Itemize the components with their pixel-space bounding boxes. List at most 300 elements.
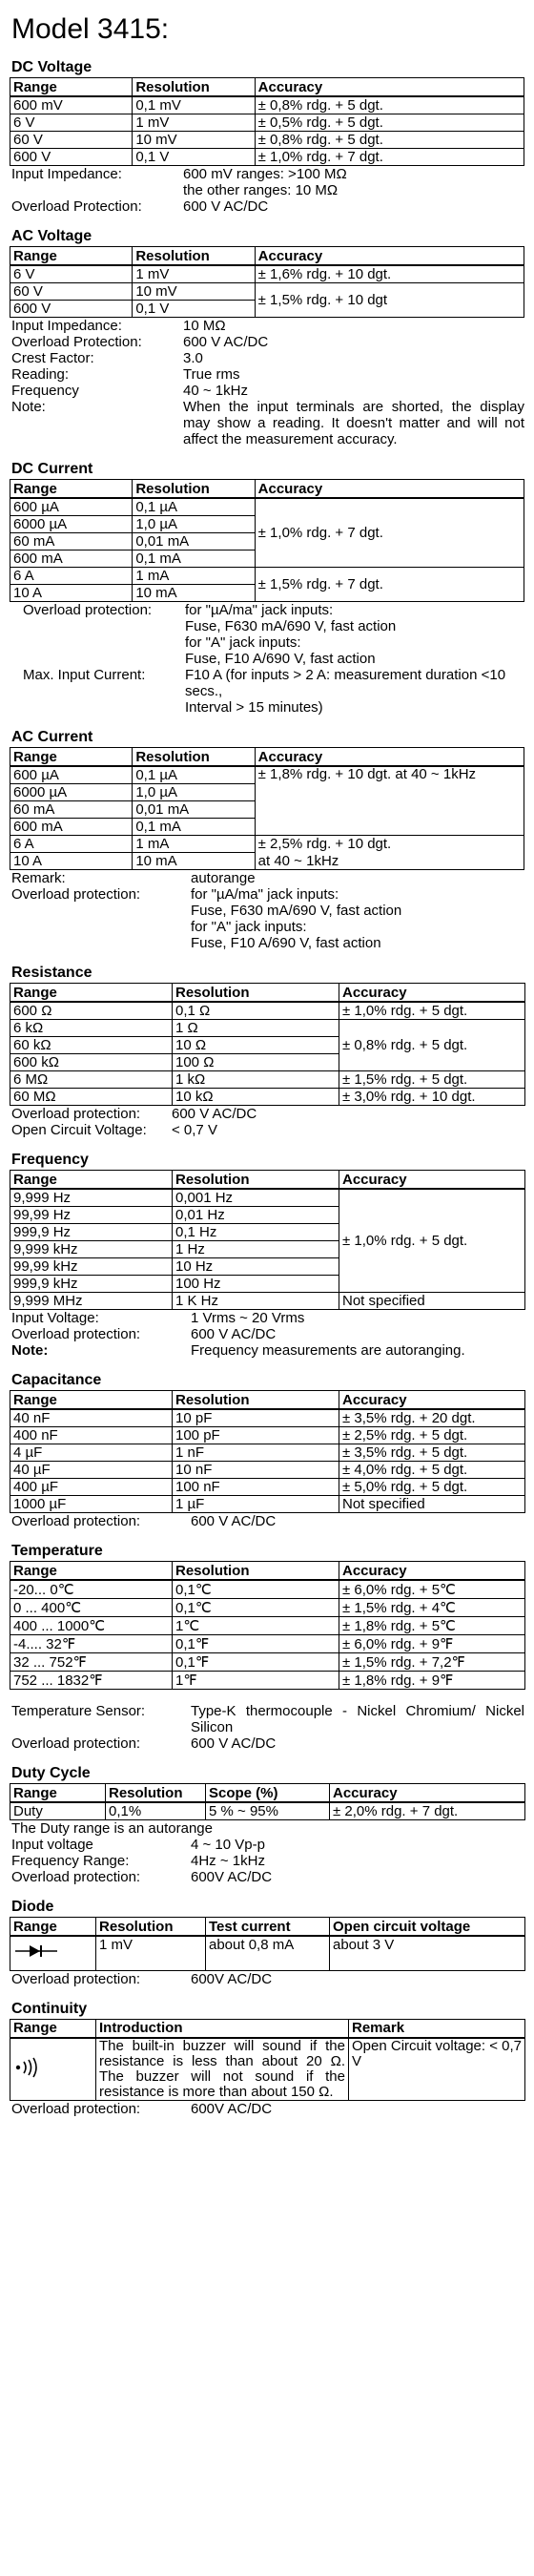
table-row [10, 1617, 525, 1635]
duty-cycle-section [10, 1765, 524, 1885]
cell: 99,99 Hz [10, 1207, 173, 1224]
col-header: Range [10, 1562, 173, 1581]
cell [10, 1936, 96, 1970]
cell: ± 3,5% rdg. + 20 dgt. [339, 1409, 525, 1427]
cell: 0,1% [106, 1802, 206, 1820]
cell: 10 mA [133, 853, 255, 870]
cell: ± 3,0% rdg. + 10 dgt. [339, 1089, 525, 1106]
cell: 1℉ [173, 1672, 339, 1690]
note-row [11, 383, 524, 399]
cell: 10 mV [133, 283, 255, 301]
continuity-table [10, 2019, 525, 2101]
note-value: 40 ~ 1kHz [183, 383, 248, 399]
page-title: Model 3415: [11, 13, 170, 45]
note-row [23, 634, 524, 651]
cell: 600 mA [10, 551, 133, 568]
cell: 6000 µA [10, 784, 133, 801]
section-title: Resistance [11, 965, 92, 981]
col-header: Resolution [96, 1918, 206, 1937]
note-label: Input voltage [11, 1837, 93, 1853]
cell: 600 V [10, 149, 133, 166]
table-row [10, 1936, 525, 1970]
col-header: Accuracy [339, 1562, 525, 1581]
note-value: 600V AC/DC [191, 2100, 273, 2117]
table-row [10, 1635, 525, 1653]
note-row [23, 651, 524, 667]
note-row [23, 602, 524, 618]
section-title: Capacitance [11, 1372, 102, 1388]
cell: 1 K Hz [173, 1293, 339, 1310]
cell: 0,1℉ [173, 1635, 339, 1653]
note-value: 600 V AC/DC [183, 198, 269, 215]
table-row [10, 132, 524, 149]
note-value: autorange [191, 870, 256, 886]
note-row [11, 886, 524, 903]
table-row [10, 568, 524, 585]
frequency-table [10, 1170, 525, 1310]
ac-voltage-section [10, 228, 524, 447]
note-label: Frequency [11, 383, 79, 399]
table-row [10, 1189, 525, 1207]
cell: 1 mV [133, 265, 255, 283]
col-header: Range [10, 480, 133, 499]
note-value: Fuse, F630 mA/690 V, fast action [191, 903, 402, 919]
cell: 0,1 V [133, 301, 255, 318]
note-value: for "A" jack inputs: [191, 919, 307, 935]
col-header: Accuracy [330, 1784, 525, 1803]
note-label: Overload protection: [11, 1513, 141, 1529]
temperature-table [10, 1561, 525, 1690]
note-value: Fuse, F10 A/690 V, fast action [185, 651, 376, 667]
cell: ± 1,0% rdg. + 5 dgt. [339, 1002, 525, 1020]
cell: ± 6,0% rdg. + 5℃ [339, 1580, 525, 1599]
table-row [10, 1580, 525, 1599]
note-row [11, 1342, 524, 1359]
table-row [10, 1089, 525, 1106]
cell: -4.... 32℉ [10, 1635, 173, 1653]
table-row [10, 1672, 525, 1690]
cell: 60 mA [10, 533, 133, 551]
cell: 600 mV [10, 96, 133, 114]
table-row [10, 1444, 525, 1462]
note-value: Fuse, F10 A/690 V, fast action [191, 935, 381, 951]
cell: 10 Hz [173, 1258, 339, 1276]
note-label: Overload protection: [11, 1869, 141, 1885]
note-label: The Duty range is an autorange [11, 1820, 213, 1837]
dc-voltage-table [10, 77, 524, 166]
note-label: Open Circuit Voltage: [11, 1122, 147, 1138]
cell: Open Circuit voltage: < 0,7 V [349, 2038, 525, 2101]
cell: 1 mV [96, 1936, 206, 1970]
cell: 752 ... 1832℉ [10, 1672, 173, 1690]
note-label: Overload protection: [11, 1106, 141, 1122]
buzzer-icon [13, 2057, 48, 2082]
cell: ± 5,0% rdg. + 5 dgt. [339, 1479, 525, 1496]
note-row [23, 699, 524, 716]
section-title: AC Current [11, 729, 93, 745]
cell: 60 V [10, 132, 133, 149]
note-row [11, 1869, 524, 1885]
frequency-section [10, 1152, 524, 1359]
ac-current-section [10, 729, 524, 951]
col-header: Range [10, 984, 173, 1003]
cell: 99,99 kHz [10, 1258, 173, 1276]
cell: 40 µF [10, 1462, 173, 1479]
note-row [11, 1971, 524, 1987]
cell: ± 1,5% rdg. + 4℃ [339, 1599, 525, 1617]
section-title: DC Voltage [11, 59, 92, 75]
note-value: < 0,7 V [172, 1122, 217, 1138]
cell: 999,9 kHz [10, 1276, 173, 1293]
col-header: Resolution [133, 748, 255, 767]
cell: ± 3,5% rdg. + 5 dgt. [339, 1444, 525, 1462]
cell: ± 2,5% rdg. + 5 dgt. [339, 1427, 525, 1444]
cell: 600 kΩ [10, 1054, 173, 1071]
table-row [10, 114, 524, 132]
table-row [10, 836, 524, 853]
cell: ± 1,5% rdg. + 10 dgt [255, 283, 524, 318]
note-value: for "µA/ma" jack inputs: [191, 886, 339, 903]
table-row [10, 1462, 525, 1479]
cell: ± 0,5% rdg. + 5 dgt. [255, 114, 524, 132]
cell: 6 kΩ [10, 1020, 173, 1037]
table-row [10, 1653, 525, 1672]
resistance-section [10, 965, 524, 1138]
cell: ± 0,8% rdg. + 5 dgt. [255, 96, 524, 114]
cell: ± 2,0% rdg. + 7 dgt. [330, 1802, 525, 1820]
note-row [11, 318, 524, 334]
section-notes [11, 1971, 524, 1987]
note-row [11, 366, 524, 383]
col-header: Range [10, 1918, 96, 1937]
cell: Duty [10, 1802, 106, 1820]
note-label [23, 618, 185, 634]
cell: 0,1 mA [133, 819, 255, 836]
cell: 0,001 Hz [173, 1189, 339, 1207]
col-header: Resolution [133, 247, 255, 266]
temperature-section [10, 1543, 524, 1752]
cell: 999,9 Hz [10, 1224, 173, 1241]
note-value: 1 Vrms ~ 20 Vrms [191, 1310, 305, 1326]
dc-voltage-section [10, 59, 524, 215]
cell: 100 Ω [173, 1054, 339, 1071]
cell: ± 0,8% rdg. + 5 dgt. [339, 1020, 525, 1071]
note-row [11, 919, 524, 935]
cell: 60 MΩ [10, 1089, 173, 1106]
cell: 6 A [10, 836, 133, 853]
section-notes [11, 1106, 524, 1138]
cell: ± 1,0% rdg. + 5 dgt. [339, 1189, 525, 1293]
note-row [11, 903, 524, 919]
col-header: Remark [349, 2019, 525, 2038]
cell: 1,0 µA [133, 784, 255, 801]
note-label: Frequency Range: [11, 1853, 130, 1869]
note-value: Type-K thermocouple - Nickel Chromium/ Nickel Silicon [191, 1703, 524, 1735]
cell: 600 V [10, 301, 133, 318]
note-row [11, 2101, 524, 2117]
note-value: 600 V AC/DC [191, 1735, 277, 1752]
cell: 0,01 mA [133, 533, 255, 551]
cell: 5 % ~ 95% [206, 1802, 330, 1820]
table-row [10, 283, 524, 301]
cell: 0,1℃ [173, 1580, 339, 1599]
cell: 1℃ [173, 1617, 339, 1635]
note-value: Fuse, F630 mA/690 V, fast action [185, 618, 397, 634]
cell: 6000 µA [10, 516, 133, 533]
note-value: 600V AC/DC [191, 1869, 273, 1885]
cell: 0 ... 400℃ [10, 1599, 173, 1617]
note-value: 600 V AC/DC [191, 1513, 277, 1529]
col-header: Accuracy [255, 748, 524, 767]
note-row [23, 667, 524, 699]
cell: ± 2,5% rdg. + 10 dgt. [255, 836, 524, 853]
note-label: Overload protection: [11, 1970, 141, 1987]
cell: ± 6,0% rdg. + 9℉ [339, 1635, 525, 1653]
note-value: 600 V AC/DC [172, 1106, 257, 1122]
col-header: Accuracy [339, 984, 525, 1003]
ac-current-table [10, 747, 524, 870]
cell: 100 nF [173, 1479, 339, 1496]
col-header: Accuracy [339, 1391, 525, 1410]
section-notes [11, 318, 524, 447]
col-header: Range [10, 2019, 96, 2038]
table-row [10, 1802, 525, 1820]
dc-current-section [10, 461, 524, 716]
note-value: for "µA/ma" jack inputs: [185, 602, 334, 618]
cell: 60 kΩ [10, 1037, 173, 1054]
col-header: Range [10, 1171, 173, 1190]
cell: 400 ... 1000℃ [10, 1617, 173, 1635]
cell: 0,01 Hz [173, 1207, 339, 1224]
table-row [10, 96, 524, 114]
col-header: Resolution [173, 984, 339, 1003]
cell: about 0,8 mA [206, 1936, 330, 1970]
note-value: 3.0 [183, 350, 203, 366]
cell: ± 1,5% rdg. + 7,2℉ [339, 1653, 525, 1672]
cell: 10 kΩ [173, 1089, 339, 1106]
cell: 10 Ω [173, 1037, 339, 1054]
table-row [10, 1599, 525, 1617]
cell: The built-in buzzer will sound if the resistance is less than about 20 Ω. The buzzer will not sound if the resistance is more than about 150 Ω. [96, 2038, 349, 2101]
note-value: 600 V AC/DC [191, 1326, 277, 1342]
cell: 32 ... 752℉ [10, 1653, 173, 1672]
section-notes [11, 870, 524, 951]
cell: 0,1 mV [133, 96, 255, 114]
cell: ± 1,8% rdg. + 9℉ [339, 1672, 525, 1690]
note-value: 600 V AC/DC [183, 334, 269, 350]
cell: 60 V [10, 283, 133, 301]
note-label: Overload protection: [11, 1735, 141, 1752]
cell: 0,1 Ω [173, 1002, 339, 1020]
col-header: Range [10, 748, 133, 767]
cell: 6 A [10, 568, 133, 585]
cell: 10 A [10, 853, 133, 870]
note-label [23, 634, 185, 651]
note-row [23, 618, 524, 634]
cell: 0,1℉ [173, 1653, 339, 1672]
note-label: Overload Protection: [11, 198, 142, 215]
cell: 0,1℃ [173, 1599, 339, 1617]
section-notes [23, 602, 524, 716]
note-row [11, 1122, 524, 1138]
section-title: Temperature [11, 1543, 103, 1559]
cell: ± 1,0% rdg. + 7 dgt. [255, 498, 524, 568]
cell: -20... 0℃ [10, 1580, 173, 1599]
note-value: True rms [183, 366, 240, 383]
continuity-section [10, 2001, 524, 2117]
cell: 600 µA [10, 498, 133, 516]
section-notes [11, 1513, 524, 1529]
cell: 600 mA [10, 819, 133, 836]
note-label: Note: [11, 1342, 49, 1359]
cell: 0,1 µA [133, 498, 255, 516]
section-notes [11, 1820, 524, 1885]
table-row [10, 2038, 525, 2101]
cell: 0,1 Hz [173, 1224, 339, 1241]
cell: ± 1,8% rdg. + 5℃ [339, 1617, 525, 1635]
table-row [10, 1293, 525, 1310]
cell: ± 4,0% rdg. + 5 dgt. [339, 1462, 525, 1479]
col-header: Range [10, 247, 133, 266]
cell: 6 V [10, 265, 133, 283]
cell: 0,01 mA [133, 801, 255, 819]
cell: ± 0,8% rdg. + 5 dgt. [255, 132, 524, 149]
section-title: Duty Cycle [11, 1765, 91, 1781]
cell [10, 2038, 96, 2101]
cell: 1 kΩ [173, 1071, 339, 1089]
note-value: 4Hz ~ 1kHz [191, 1853, 265, 1869]
duty-cycle-table [10, 1783, 525, 1820]
col-header: Accuracy [339, 1171, 525, 1190]
section-notes [11, 1703, 524, 1752]
cell: ± 1,0% rdg. + 7 dgt. [255, 149, 524, 166]
note-label: Max. Input Current: [23, 667, 146, 683]
cell: 600 µA [10, 766, 133, 784]
note-value: 600V AC/DC [191, 1970, 273, 1987]
cell: 1,0 µA [133, 516, 255, 533]
note-label: Overload protection: [23, 602, 153, 618]
cell: ± 1,6% rdg. + 10 dgt. [255, 265, 524, 283]
table-row [10, 149, 524, 166]
cell: 6 MΩ [10, 1071, 173, 1089]
cell: at 40 ~ 1kHz [255, 853, 524, 870]
note-value: the other ranges: 10 MΩ [183, 182, 339, 198]
diode-table [10, 1917, 525, 1971]
section-title: Diode [11, 1899, 54, 1915]
col-header: Accuracy [255, 78, 524, 97]
note-label: Overload protection: [11, 886, 141, 903]
col-header: Range [10, 78, 133, 97]
section-title: Frequency [11, 1152, 89, 1168]
cell: 0,1 µA [133, 766, 255, 784]
cell: 60 mA [10, 801, 133, 819]
note-label: Note: [11, 399, 46, 415]
cell: 100 pF [173, 1427, 339, 1444]
note-row [11, 1837, 524, 1853]
note-value: for "A" jack inputs: [185, 634, 301, 651]
note-label [11, 935, 191, 951]
col-header: Resolution [133, 78, 255, 97]
diode-icon [13, 1943, 59, 1963]
col-header: Accuracy [255, 480, 524, 499]
note-label [23, 699, 185, 716]
col-header: Introduction [96, 2019, 349, 2038]
note-value: Interval > 15 minutes) [185, 699, 323, 716]
note-value: F10 A (for inputs > 2 A: measurement duration <10 secs., [185, 667, 506, 699]
note-label [11, 182, 183, 198]
cell: 0,1 mA [133, 551, 255, 568]
cell: 9,999 Hz [10, 1189, 173, 1207]
cell: 10 nF [173, 1462, 339, 1479]
note-label: Remark: [11, 870, 66, 886]
cell: 9,999 MHz [10, 1293, 173, 1310]
section-title: Continuity [11, 2000, 88, 2017]
cell: 4 µF [10, 1444, 173, 1462]
cell: 1 mV [133, 114, 255, 132]
table-row [10, 1002, 525, 1020]
table-row [10, 1427, 525, 1444]
cell: 10 A [10, 585, 133, 602]
note-row [11, 1513, 524, 1529]
col-header: Resolution [173, 1391, 339, 1410]
dc-current-table [10, 479, 524, 602]
note-label: Overload protection: [11, 1326, 141, 1342]
note-label: Input Impedance: [11, 318, 122, 334]
cell: 10 mV [133, 132, 255, 149]
col-header: Scope (%) [206, 1784, 330, 1803]
note-label [11, 919, 191, 935]
capacitance-table [10, 1390, 525, 1513]
section-notes [11, 2101, 524, 2117]
cell: ± 1,5% rdg. + 5 dgt. [339, 1071, 525, 1089]
section-notes [11, 1310, 524, 1359]
cell: 100 Hz [173, 1276, 339, 1293]
note-value: When the input terminals are shorted, the display may show a reading. It doesn't matter and will not affect the measurement accuracy. [183, 399, 524, 447]
cell: Not specified [339, 1293, 525, 1310]
note-row [11, 1703, 524, 1735]
cell: 1 mA [133, 836, 255, 853]
cell: Not specified [339, 1496, 525, 1513]
note-row [11, 1310, 524, 1326]
diode-section [10, 1899, 524, 1987]
cell: about 3 V [330, 1936, 525, 1970]
note-label: Temperature Sensor: [11, 1703, 146, 1719]
note-value: Frequency measurements are autoranging. [191, 1342, 465, 1359]
col-header: Resolution [106, 1784, 206, 1803]
cell: 1 nF [173, 1444, 339, 1462]
note-row [11, 334, 524, 350]
cell: 0,1 V [133, 149, 255, 166]
table-row [10, 1479, 525, 1496]
cell: 1 Hz [173, 1241, 339, 1258]
table-row [10, 1020, 525, 1037]
note-row [11, 399, 524, 447]
section-title: DC Current [11, 461, 93, 477]
table-row [10, 1071, 525, 1089]
cell: ± 1,5% rdg. + 7 dgt. [255, 568, 524, 602]
note-row [11, 182, 524, 198]
cell: 1 mA [133, 568, 255, 585]
note-row [11, 166, 524, 182]
table-row [10, 853, 524, 870]
note-label: Overload protection: [11, 2100, 141, 2117]
cell: 400 µF [10, 1479, 173, 1496]
cell: 1 Ω [173, 1020, 339, 1037]
note-label [11, 903, 191, 919]
col-header: Accuracy [255, 247, 524, 266]
note-row [11, 1106, 524, 1122]
col-header: Resolution [173, 1171, 339, 1190]
